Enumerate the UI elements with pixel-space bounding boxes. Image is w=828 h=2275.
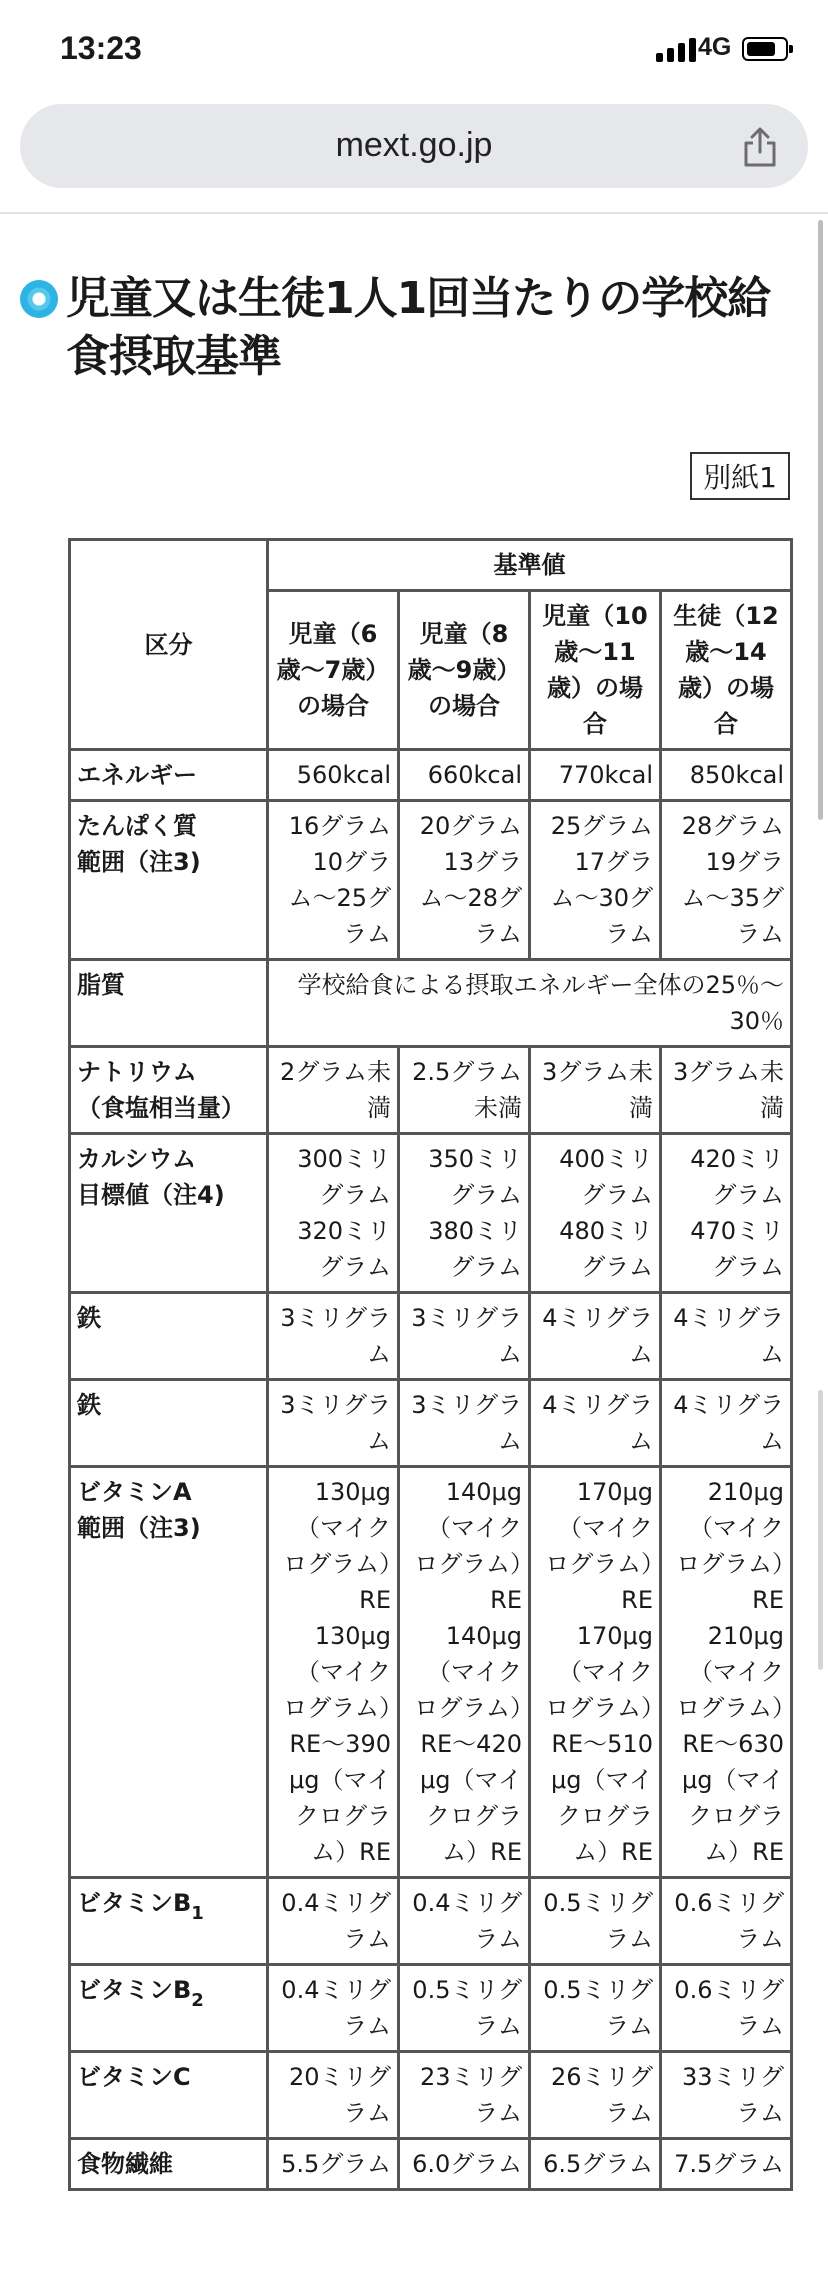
table-row xyxy=(70,2139,792,2190)
status-time: 13:23 xyxy=(60,30,142,66)
row-label: ビタミンA 範囲（注3) xyxy=(70,1467,268,1878)
table-cell: 170μg（マイクログラム）RE 170μg（マイクログラム）RE〜510μg（マイクログラム）RE xyxy=(530,1467,661,1878)
row-label: 鉄 xyxy=(70,1380,268,1467)
table-cell: 20ミリグラム xyxy=(268,2052,399,2139)
row-label: ナトリウム （食塩相当量） xyxy=(70,1047,268,1134)
table-cell: 3ミリグラム xyxy=(399,1380,530,1467)
table-cell: 16グラム 10グラム〜25グラム xyxy=(268,801,399,960)
table-row xyxy=(70,1134,792,1293)
group-header-cell: 基準値 xyxy=(268,540,792,591)
table-cell: 25グラム 17グラム〜30グラム xyxy=(530,801,661,960)
table-cell: 350ミリグラム 380ミリグラム xyxy=(399,1134,530,1293)
table-cell: 2グラム未満 xyxy=(268,1047,399,1134)
scrollbar-secondary xyxy=(818,1390,823,1670)
table-row xyxy=(70,1380,792,1467)
table-cell: 0.6ミリグラム xyxy=(661,1965,792,2052)
table-cell: 5.5グラム xyxy=(268,2139,399,2190)
row-label: エネルギー xyxy=(70,750,268,801)
table-cell: 20グラム 13グラム〜28グラム xyxy=(399,801,530,960)
battery-icon xyxy=(742,37,788,61)
table-cell-span: 学校給食による摂取エネルギー全体の25％〜30％ xyxy=(268,960,792,1047)
table-cell: 6.5グラム xyxy=(530,2139,661,2190)
table-cell: 4ミリグラム xyxy=(530,1293,661,1380)
table-cell: 7.5グラム xyxy=(661,2139,792,2190)
table-cell: 26ミリグラム xyxy=(530,2052,661,2139)
table-row xyxy=(70,1965,792,2052)
intake-standard-table xyxy=(68,538,793,2191)
table-cell: 0.5ミリグラム xyxy=(530,1965,661,2052)
column-header: 児童（8歳〜9歳）の場合 xyxy=(399,591,530,750)
table-cell: 210μg（マイクログラム）RE 210μg（マイクログラム）RE〜630μg（マイクログラム）RE xyxy=(661,1467,792,1878)
table-row xyxy=(70,1047,792,1134)
table-cell: 850kcal xyxy=(661,750,792,801)
network-type: 4G xyxy=(698,33,732,61)
signal-strength-icon xyxy=(656,38,698,62)
table-cell: 560kcal xyxy=(268,750,399,801)
row-label: ビタミン$B_1$ xyxy=(70,1878,268,1965)
column-header: 生徒（12歳〜14歳）の場合 xyxy=(661,591,792,750)
table-cell: 140μg（マイクログラム）RE 140μg（マイクログラム）RE〜420μg（マイクログラム）RE xyxy=(399,1467,530,1878)
table-cell: 23ミリグラム xyxy=(399,2052,530,2139)
table-cell: 660kcal xyxy=(399,750,530,801)
table-cell: 0.5ミリグラム xyxy=(530,1878,661,1965)
address-bar[interactable] xyxy=(20,104,808,188)
table-cell: 400ミリグラム 480ミリグラム xyxy=(530,1134,661,1293)
table-row xyxy=(70,1878,792,1965)
row-label: カルシウム 目標値（注4) xyxy=(70,1134,268,1293)
page-heading xyxy=(20,270,810,386)
table-cell: 300ミリグラム 320ミリグラム xyxy=(268,1134,399,1293)
page-title: 児童又は生徒1人1回当たりの学校給食摂取基準 xyxy=(66,273,771,382)
table-cell: 3グラム未満 xyxy=(530,1047,661,1134)
row-label: たんぱく質 範囲（注3) xyxy=(70,801,268,960)
toolbar-divider xyxy=(0,212,828,214)
table-row xyxy=(70,2052,792,2139)
table-cell: 0.6ミリグラム xyxy=(661,1878,792,1965)
table-cell: 2.5グラム未満 xyxy=(399,1047,530,1134)
share-icon[interactable] xyxy=(740,126,780,168)
row-label: ビタミン$B_2$ xyxy=(70,1965,268,2052)
table-cell: 3ミリグラム xyxy=(268,1380,399,1467)
table-row xyxy=(70,801,792,960)
attachment-label: 別紙1 xyxy=(690,452,790,500)
status-bar xyxy=(0,0,828,100)
row-label-subscript: 2 xyxy=(191,1990,204,2011)
table-cell: 0.4ミリグラム xyxy=(399,1878,530,1965)
url-text: mext.go.jp xyxy=(335,126,493,164)
table-cell: 770kcal xyxy=(530,750,661,801)
table-cell: 0.4ミリグラム xyxy=(268,1965,399,2052)
row-label: 鉄 xyxy=(70,1293,268,1380)
row-label: 食物繊維 xyxy=(70,2139,268,2190)
table-cell: 420ミリグラム 470ミリグラム xyxy=(661,1134,792,1293)
table-row xyxy=(70,1293,792,1380)
row-label-subscript: 1 xyxy=(191,1903,204,1924)
column-header: 児童（6歳〜7歳）の場合 xyxy=(268,591,399,750)
table-cell: 4ミリグラム xyxy=(661,1293,792,1380)
table-row xyxy=(70,1467,792,1878)
table-row xyxy=(70,960,792,1047)
heading-bullet-icon xyxy=(20,280,58,318)
table-cell: 4ミリグラム xyxy=(530,1380,661,1467)
table-row xyxy=(70,750,792,801)
table-cell: 28グラム 19グラム〜35グラム xyxy=(661,801,792,960)
column-header: 児童（10歳〜11歳）の場合 xyxy=(530,591,661,750)
table-cell: 0.4ミリグラム xyxy=(268,1878,399,1965)
row-header-cell: 区分 xyxy=(70,540,268,750)
table-cell: 3ミリグラム xyxy=(268,1293,399,1380)
table-cell: 33ミリグラム xyxy=(661,2052,792,2139)
table-cell: 3グラム未満 xyxy=(661,1047,792,1134)
table-cell: 130μg（マイクログラム）RE 130μg（マイクログラム）RE〜390μg（マイクログラム）RE xyxy=(268,1467,399,1878)
scrollbar[interactable] xyxy=(818,220,823,820)
table-cell: 6.0グラム xyxy=(399,2139,530,2190)
table-cell: 0.5ミリグラム xyxy=(399,1965,530,2052)
row-label: ビタミンC xyxy=(70,2052,268,2139)
table-cell: 4ミリグラム xyxy=(661,1380,792,1467)
table-cell: 3ミリグラム xyxy=(399,1293,530,1380)
row-label: 脂質 xyxy=(70,960,268,1047)
